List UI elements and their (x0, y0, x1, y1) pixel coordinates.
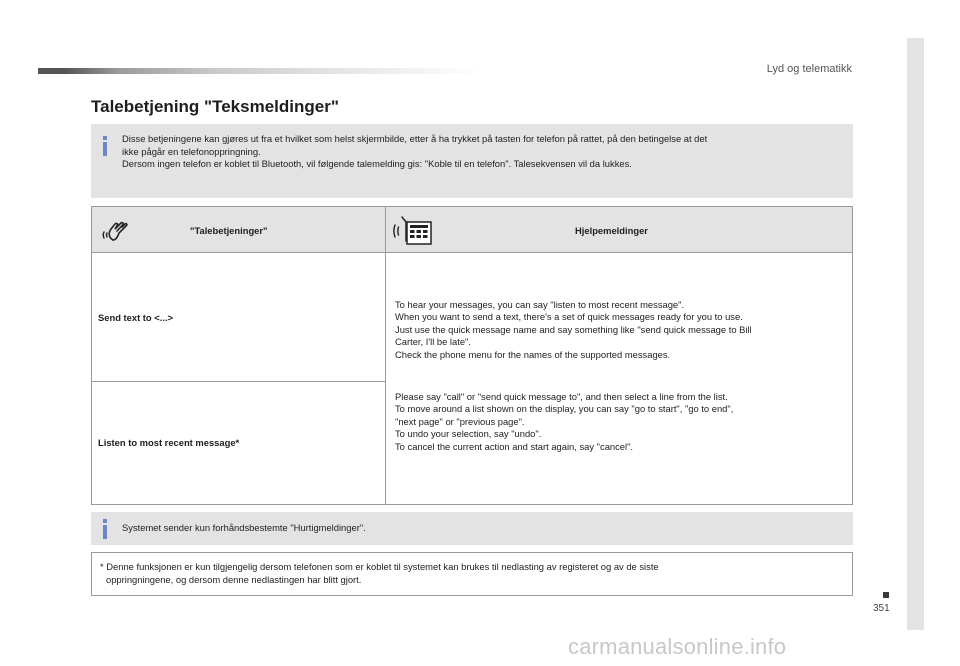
commands-header (92, 207, 386, 253)
footnote-box (91, 552, 853, 596)
note-text: Systemet sender kun forhåndsbestemte "Hurtigmeldinger". (122, 522, 366, 533)
section-title: Lyd og telematikk (766, 63, 852, 75)
header-rule (38, 68, 480, 74)
command-cell (92, 253, 386, 382)
info-box (91, 124, 853, 198)
help-line: When you want to send a text, there's a set of quick messages ready for you to use. (395, 311, 743, 323)
voice-commands-table (91, 206, 853, 505)
command-listen-recent: Listen to most recent message* (98, 437, 240, 448)
help-line: Just use the quick message name and say something like "send quick message to Bill (395, 323, 752, 335)
info-line-1: Disse betjeningene kan gjøres ut fra et hvilket som helst skjermbilde, etter å ha trykket på tasten for telefon på rattet, på den betingelse at det (122, 133, 708, 144)
help-block-1 (395, 299, 845, 361)
info-line-3: Dersom ingen telefon er koblet til Bluetooth, vil følgende talemelding gis: "Koble til en telefon". Talesekvensen vil da lukkes. (122, 158, 632, 169)
command-send-text: Send text to <...> (98, 312, 174, 323)
info-icon (101, 519, 109, 539)
help-line: To hear your messages, you can say "listen to most recent message". (395, 299, 685, 310)
help-line: Carter, I'll be late". (395, 336, 471, 348)
info-icon (101, 136, 109, 156)
help-line: To cancel the current action and start again, say "cancel". (395, 440, 634, 452)
help-line: To move around a list shown on the display, you can say "go to start", "go to end", (395, 403, 734, 415)
help-messages-cell (386, 253, 852, 504)
footnote-line-2: oppringningene, og dersom denne nedlastingen har blitt gjort. (106, 573, 362, 585)
help-line: Please say "call" or "send quick message to", and then select a line from the list. (395, 391, 728, 402)
help-header-label: Hjelpemeldinger (575, 225, 648, 236)
help-line: "next page" or "previous page". (395, 415, 525, 427)
footnote-line-1: * Denne funksjonen er kun tilgjengelig dersom telefonen som er koblet til systemet kan brukes til nedlasting av registeret og av de siste (100, 561, 659, 572)
command-cell (92, 382, 386, 504)
watermark: carmanualsonline.info (568, 634, 787, 659)
help-line: To undo your selection, say "undo". (395, 428, 542, 440)
note-box (91, 512, 853, 545)
page-number: 351 (873, 603, 890, 614)
page-edge-bar (907, 38, 924, 630)
voice-help-screen-icon (392, 213, 436, 247)
help-line: Check the phone menu for the names of the supported messages. (395, 348, 671, 360)
commands-header-label: "Talebetjeninger" (190, 225, 268, 236)
help-header (386, 207, 852, 253)
help-block-2 (395, 391, 845, 453)
page-marker (883, 592, 889, 598)
page-title: Talebetjening "Teksmeldinger" (91, 97, 339, 116)
info-line-2: ikke pågår en telefonoppringning. (122, 145, 261, 157)
voice-command-icon (100, 215, 130, 245)
